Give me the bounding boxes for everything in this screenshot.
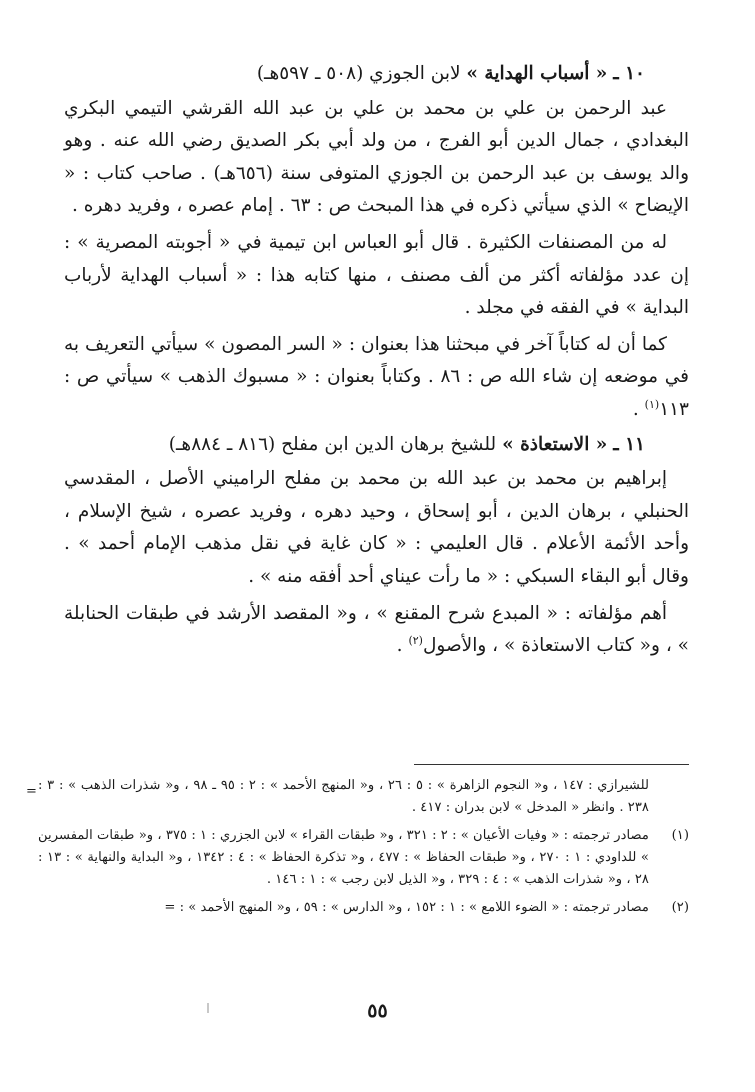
footnote-2	[38, 897, 689, 919]
paragraph: له من المصنفات الكثيرة . قال أبو العباس ابن تيمية في « أجوبته المصرية » : إن عدد مؤلفاته أكثر من ألف مصنف ، منها كتابه هذا : « أسباب الهداية لأرباب البداية » في الفقه في مجلد .	[64, 231, 689, 319]
paragraph-text: كما أن له كتاباً آخر في مبحثنا هذا بعنوان : « السر المصون » سيأتي التعريف به في موضعه إن شاء الله ص : ٨٦ . وكتاباً بعنوان : « مسبوك الذهب » سيأتي ص : ١١٣	[64, 333, 689, 420]
page-number: ٥٥	[367, 1000, 388, 1022]
paragraph-text: أهم مؤلفاته : « المبدع شرح المقنع » ، و« المقصد الأرشد في طبقات الحنابلة » ، و« كتاب الاستعاذة » ، والأصول	[64, 602, 689, 657]
scan-mark	[207, 1003, 209, 1013]
continuation-mark: =	[26, 784, 37, 799]
paragraph	[64, 598, 689, 663]
footnote-marker: (١)	[671, 828, 689, 843]
footnote-separator	[414, 764, 689, 765]
section-number: ١١ ـ	[613, 433, 645, 455]
paragraph-end: .	[632, 398, 645, 420]
section-number: ١٠ ـ	[613, 63, 645, 84]
footnote-ref[interactable]: (٢)	[408, 633, 423, 647]
section-heading-10	[64, 58, 689, 91]
footnote-ref[interactable]: (١)	[644, 397, 660, 411]
footnote-marker	[649, 775, 689, 819]
paragraph: عبد الرحمن بن علي بن محمد بن علي بن عبد الله القرشي التيمي البكري البغدادي ، جمال الدين أبو الفرج ، من ولد أبي بكر الصديق رضي الله عنه . وهو والد يوسف بن عبد الرحمن بن الجوزي المتوفى سنة (٦٥٦هـ) . صاحب كتاب : « الإيضاح » الذي سيأتي ذكره في هذا المبحث ص : ٦٣ . إمام عصره ، وفريد دهره .	[64, 97, 690, 217]
footnote-1	[38, 825, 689, 891]
paragraph: إبراهيم بن محمد بن عبد الله بن محمد بن مفلح الراميني الأصل ، المقدسي الحنبلي ، برهان الدين ، أبو إسحاق ، وحيد دهره ، وفريد عصره ، شيخ الإسلام ، وأحد الأئمة الأعلام . قال العليمي : « كان غاية في نقل مذهب الإمام أحمد » . وقال أبو البقاء السبكي : « ما رأت عيناي أحد أفقه منه » .	[64, 468, 689, 587]
footnote-text: مصادر ترجمته : « الضوء اللامع » : ١ : ١٥٢ ، و« الدارس » : ٥٩ ، و« المنهج الأحمد » : =	[164, 900, 649, 915]
section-subtitle: لابن الجوزي (٥٠٨ ـ ٥٩٧هـ)	[256, 63, 461, 84]
main-text	[64, 58, 689, 663]
footnote-marker: (٢)	[671, 900, 689, 915]
footnotes	[38, 775, 689, 925]
footnote-text: للشيرازي : ١٤٧ ، و« النجوم الزاهرة » : ٥ : ٢٦ ، و« المنهج الأحمد » : ٢ : ٩٥ ـ ٩٨ ، و« شذرات الذهب » : ٣ : ٢٣٨ . وانظر « المدخل » لابن بدران : ٤١٧ .	[38, 778, 650, 815]
section-title: « أسباب الهداية »	[466, 63, 608, 84]
paragraph	[64, 329, 689, 427]
section-heading-11	[64, 429, 689, 462]
section-subtitle: للشيخ برهان الدين ابن مفلح (٨١٦ ـ ٨٨٤هـ)	[168, 433, 497, 455]
paragraph-end: .	[396, 635, 409, 657]
footnote-continuation	[38, 775, 689, 819]
footnote-text: مصادر ترجمته : « وفيات الأعيان » : ٢ : ٣٢١ ، و« طبقات القراء » لابن الجزري : ١ : ٣٧٥ ، و« طبقات المفسرين » للداودي : ١ : ٢٧٠ ، و« طبقات الحفاظ » : ٤٧٧ ، و« تذكرة الحفاظ » : ٤ : ١٣٤٢ ، و« البداية والنهاية » : ١٣ : ٢٨ ، و« شذرات الذهب » : ٤ : ٣٢٩ ، و« الذيل لابن رجب » : ١ : ١٤٦ .	[38, 828, 649, 887]
section-title: « الاستعاذة »	[502, 433, 608, 455]
